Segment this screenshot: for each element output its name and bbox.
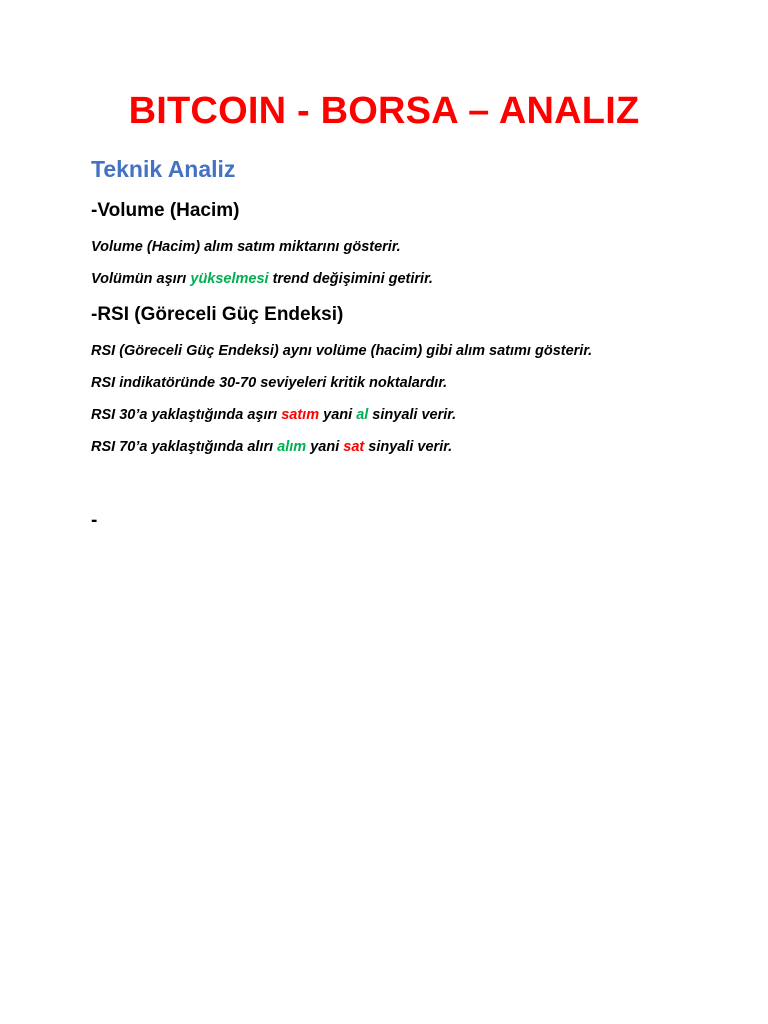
text-segment: Volümün aşırı xyxy=(91,271,191,287)
text-segment: sinyali verir. xyxy=(368,407,457,423)
paragraph-rsi-3 xyxy=(91,407,456,423)
highlight-green: yükselmesi xyxy=(190,271,269,287)
paragraph-volume-1: Volume (Hacim) alım satım miktarını gösterir. xyxy=(91,239,401,255)
text-segment: trend değişimini getirir. xyxy=(268,271,433,287)
highlight-green: alım xyxy=(277,439,307,455)
subheading-rsi: -RSI (Göreceli Güç Endeksi) xyxy=(91,304,344,325)
section-heading: Teknik Analiz xyxy=(91,156,236,182)
document-title: BITCOIN - BORSA – ANALIZ xyxy=(128,90,640,132)
trailing-dash: - xyxy=(91,510,98,531)
text-segment: yani xyxy=(319,407,357,423)
text-segment: RSI 70’a yaklaştığında alırı xyxy=(91,439,278,455)
paragraph-rsi-2: RSI indikatöründe 30-70 seviyeleri kritik noktalardır. xyxy=(91,375,448,391)
text-segment: RSI 30’a yaklaştığında aşırı xyxy=(91,407,282,423)
paragraph-rsi-1: RSI (Göreceli Güç Endeksi) aynı volüme (hacim) gibi alım satımı gösterir. xyxy=(91,343,593,359)
subheading-volume: -Volume (Hacim) xyxy=(91,200,240,221)
text-segment: sinyali verir. xyxy=(364,439,453,455)
paragraph-volume-2 xyxy=(91,271,433,287)
highlight-red: satım xyxy=(281,407,320,423)
text-segment: yani xyxy=(306,439,344,455)
highlight-red: sat xyxy=(343,439,365,455)
highlight-green: al xyxy=(356,407,369,423)
paragraph-rsi-4 xyxy=(91,439,452,455)
